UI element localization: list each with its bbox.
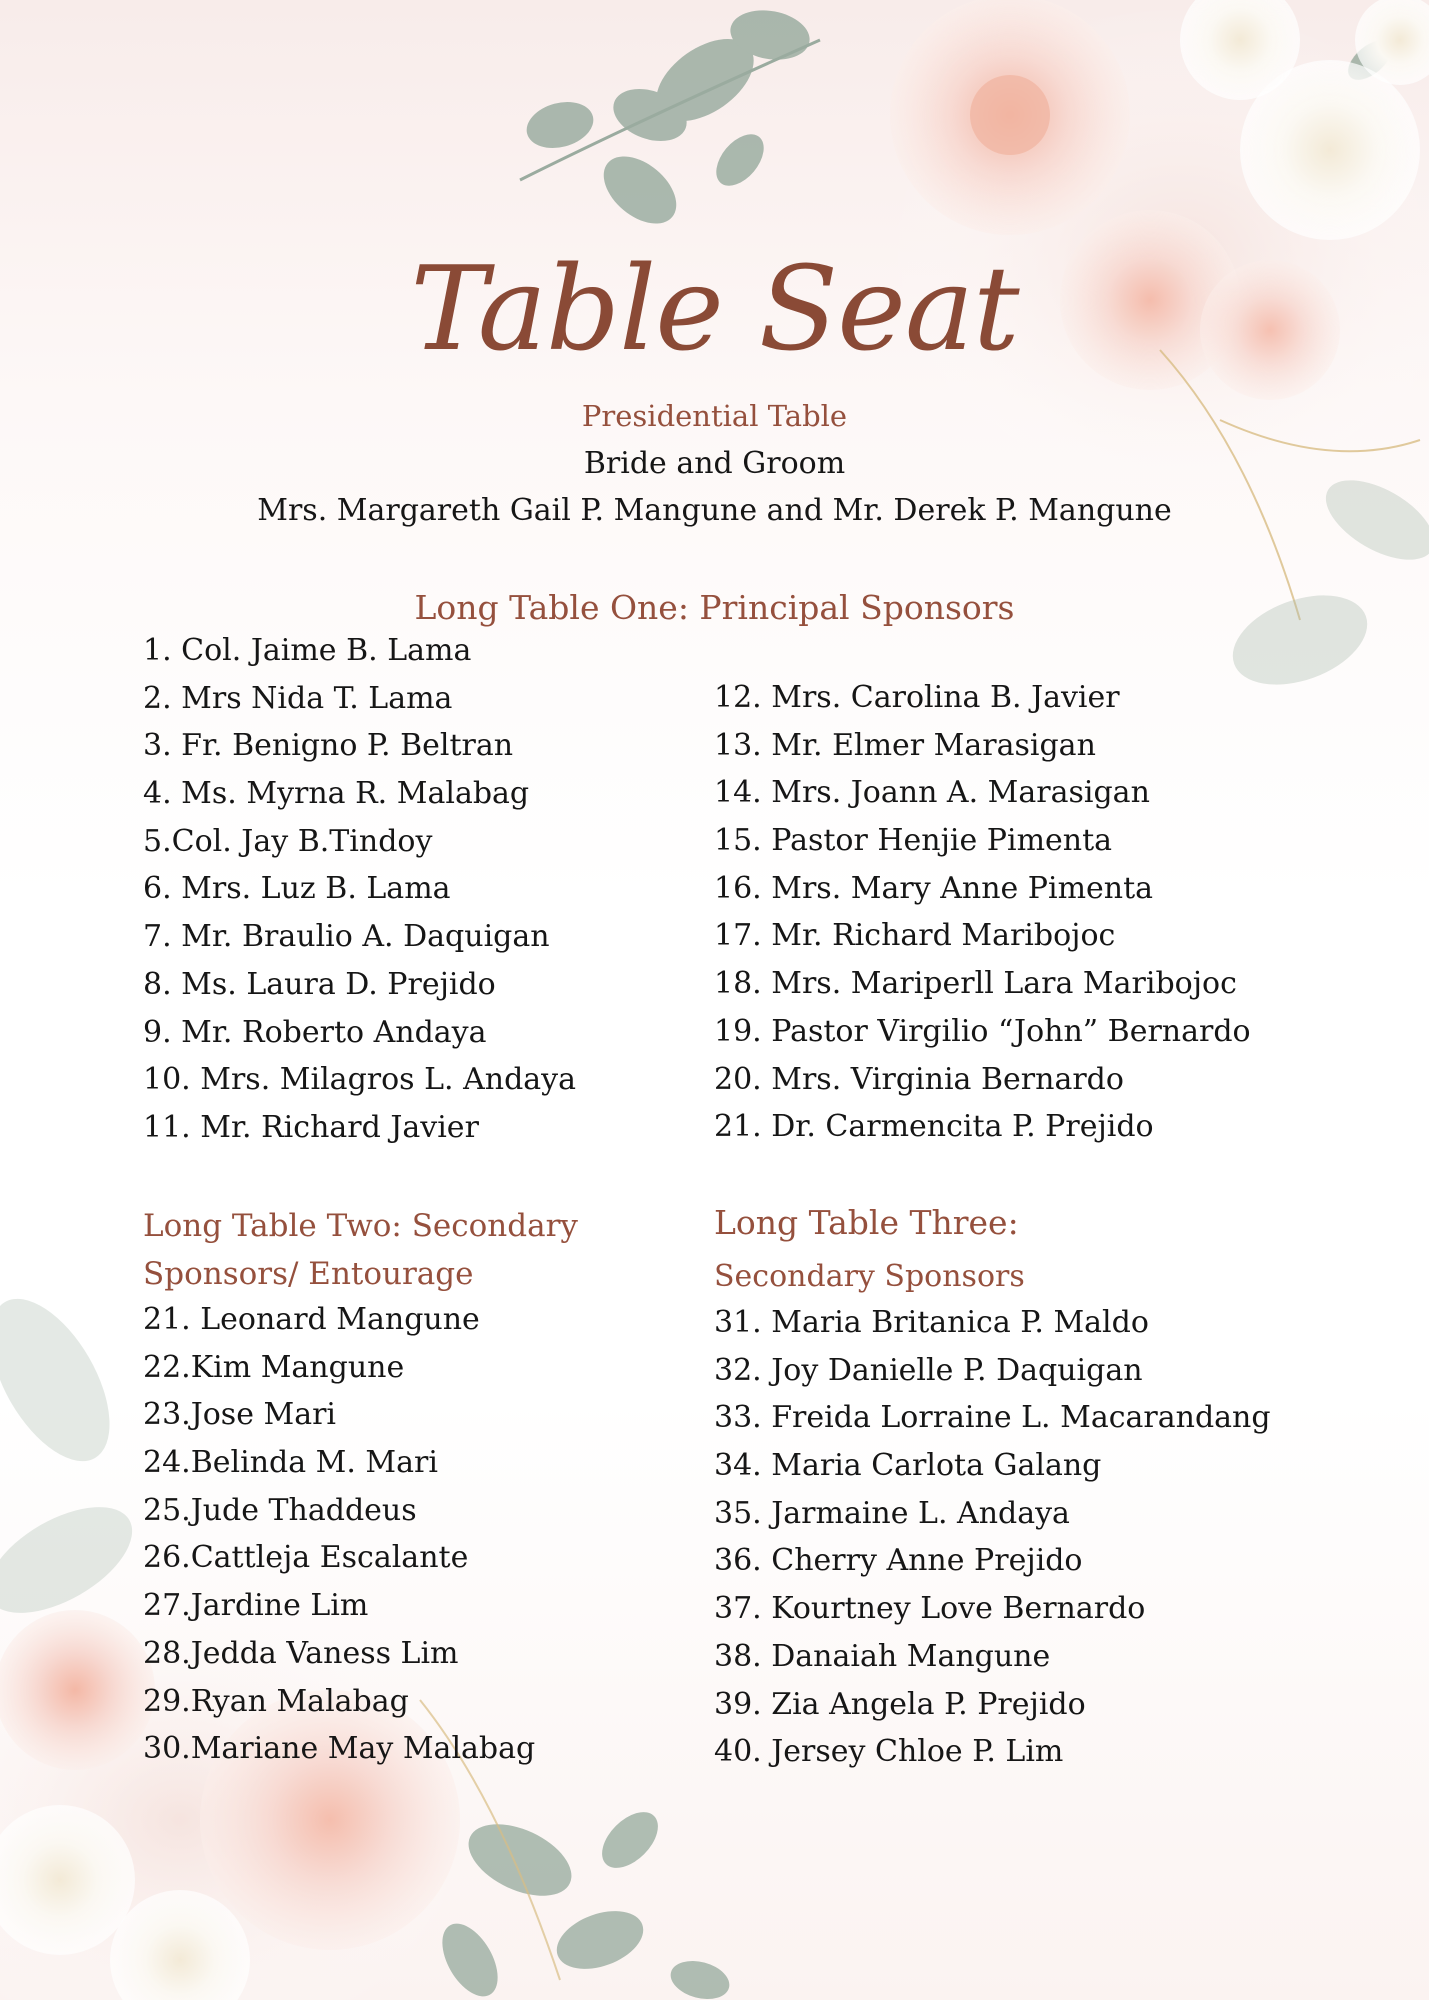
guest-list-item: 2. Mrs Nida T. Lama: [143, 680, 453, 716]
guest-list-item: 30.Mariane May Malabag: [143, 1731, 536, 1767]
presidential-table-heading: Presidential Table: [581, 399, 848, 433]
guest-list-item: 7. Mr. Braulio A. Daquigan: [143, 919, 550, 955]
page-title: Table Seat: [410, 242, 1019, 377]
guest-list-item: 5.Col. Jay B.Tindoy: [143, 823, 433, 859]
guest-list-item: 9. Mr. Roberto Andaya: [143, 1014, 487, 1050]
guest-list-item: 23.Jose Mari: [143, 1397, 337, 1433]
guest-list-item: 28.Jedda Vaness Lim: [143, 1635, 459, 1671]
guest-list-item: 37. Kourtney Love Bernardo: [714, 1591, 1146, 1627]
guest-list-item: 33. Freida Lorraine L. Macarandang: [714, 1400, 1271, 1436]
guest-list-item: 6. Mrs. Luz B. Lama: [143, 871, 451, 907]
guest-list-item: 25.Jude Thaddeus: [143, 1492, 417, 1528]
long-table-two-heading-line1: Long Table Two: Secondary: [143, 1208, 578, 1244]
guest-list-item: 34. Maria Carlota Galang: [714, 1448, 1102, 1484]
guest-list-item: 24.Belinda M. Mari: [143, 1445, 438, 1481]
guest-list-item: 1. Col. Jaime B. Lama: [143, 633, 472, 668]
bride-and-groom-label: Bride and Groom: [583, 446, 846, 481]
guest-list-item: 22.Kim Mangune: [143, 1349, 405, 1385]
long-table-three-list: [714, 1299, 1271, 1776]
guest-list-item: 40. Jersey Chloe P. Lim: [714, 1734, 1064, 1770]
guest-list-item: 8. Ms. Laura D. Prejido: [143, 966, 496, 1002]
guest-list-item: 31. Maria Britanica P. Maldo: [714, 1305, 1149, 1340]
long-table-two-list: [143, 1296, 535, 1773]
guest-list-item: 26.Cattleja Escalante: [143, 1540, 469, 1576]
guest-list-item: 12. Mrs. Carolina B. Javier: [714, 680, 1120, 715]
guest-list-item: 18. Mrs. Mariperll Lara Maribojoc: [714, 966, 1237, 1002]
guest-list-item: 15. Pastor Henjie Pimenta: [714, 823, 1113, 859]
guest-list-item: 27.Jardine Lim: [143, 1588, 369, 1624]
long-table-one-right-list: [714, 674, 1251, 1151]
guest-list-item: 35. Jarmaine L. Andaya: [714, 1495, 1070, 1531]
guest-list-item: 3. Fr. Benigno P. Beltran: [143, 728, 514, 764]
guest-list-item: 32. Joy Danielle P. Daquigan: [714, 1352, 1143, 1388]
guest-list-item: 21. Leonard Mangune: [143, 1302, 480, 1337]
guest-list-item: 13. Mr. Elmer Marasigan: [714, 727, 1096, 763]
guest-list-item: 4. Ms. Myrna R. Malabag: [143, 776, 530, 812]
guest-list-item: 38. Danaiah Mangune: [714, 1638, 1051, 1674]
long-table-two-heading-line2: Sponsors/ Entourage: [143, 1256, 474, 1292]
couple-names: Mrs. Margareth Gail P. Mangune and Mr. Derek P. Mangune: [257, 493, 1172, 528]
long-table-one-left-list: [143, 627, 576, 1152]
guest-list-item: 11. Mr. Richard Javier: [143, 1109, 479, 1145]
guest-list-item: 29.Ryan Malabag: [143, 1683, 409, 1719]
long-table-two-heading: [143, 1202, 578, 1298]
long-table-one-heading: Long Table One: Principal Sponsors: [414, 588, 1015, 627]
guest-list-item: 19. Pastor Virgilio “John” Bernardo: [714, 1013, 1251, 1049]
long-table-three-heading: Long Table Three:: [714, 1203, 1019, 1242]
long-table-three-subheading: Secondary Sponsors: [714, 1259, 1025, 1294]
guest-list-item: 17. Mr. Richard Maribojoc: [714, 918, 1116, 954]
guest-list-item: 14. Mrs. Joann A. Marasigan: [714, 775, 1150, 811]
guest-list-item: 39. Zia Angela P. Prejido: [714, 1686, 1086, 1722]
guest-list-item: 10. Mrs. Milagros L. Andaya: [143, 1062, 577, 1098]
guest-list-item: 36. Cherry Anne Prejido: [714, 1543, 1083, 1579]
guest-list-item: 21. Dr. Carmencita P. Prejido: [714, 1109, 1154, 1145]
guest-list-item: 16. Mrs. Mary Anne Pimenta: [714, 870, 1154, 906]
guest-list-item: 20. Mrs. Virginia Bernardo: [714, 1061, 1124, 1097]
